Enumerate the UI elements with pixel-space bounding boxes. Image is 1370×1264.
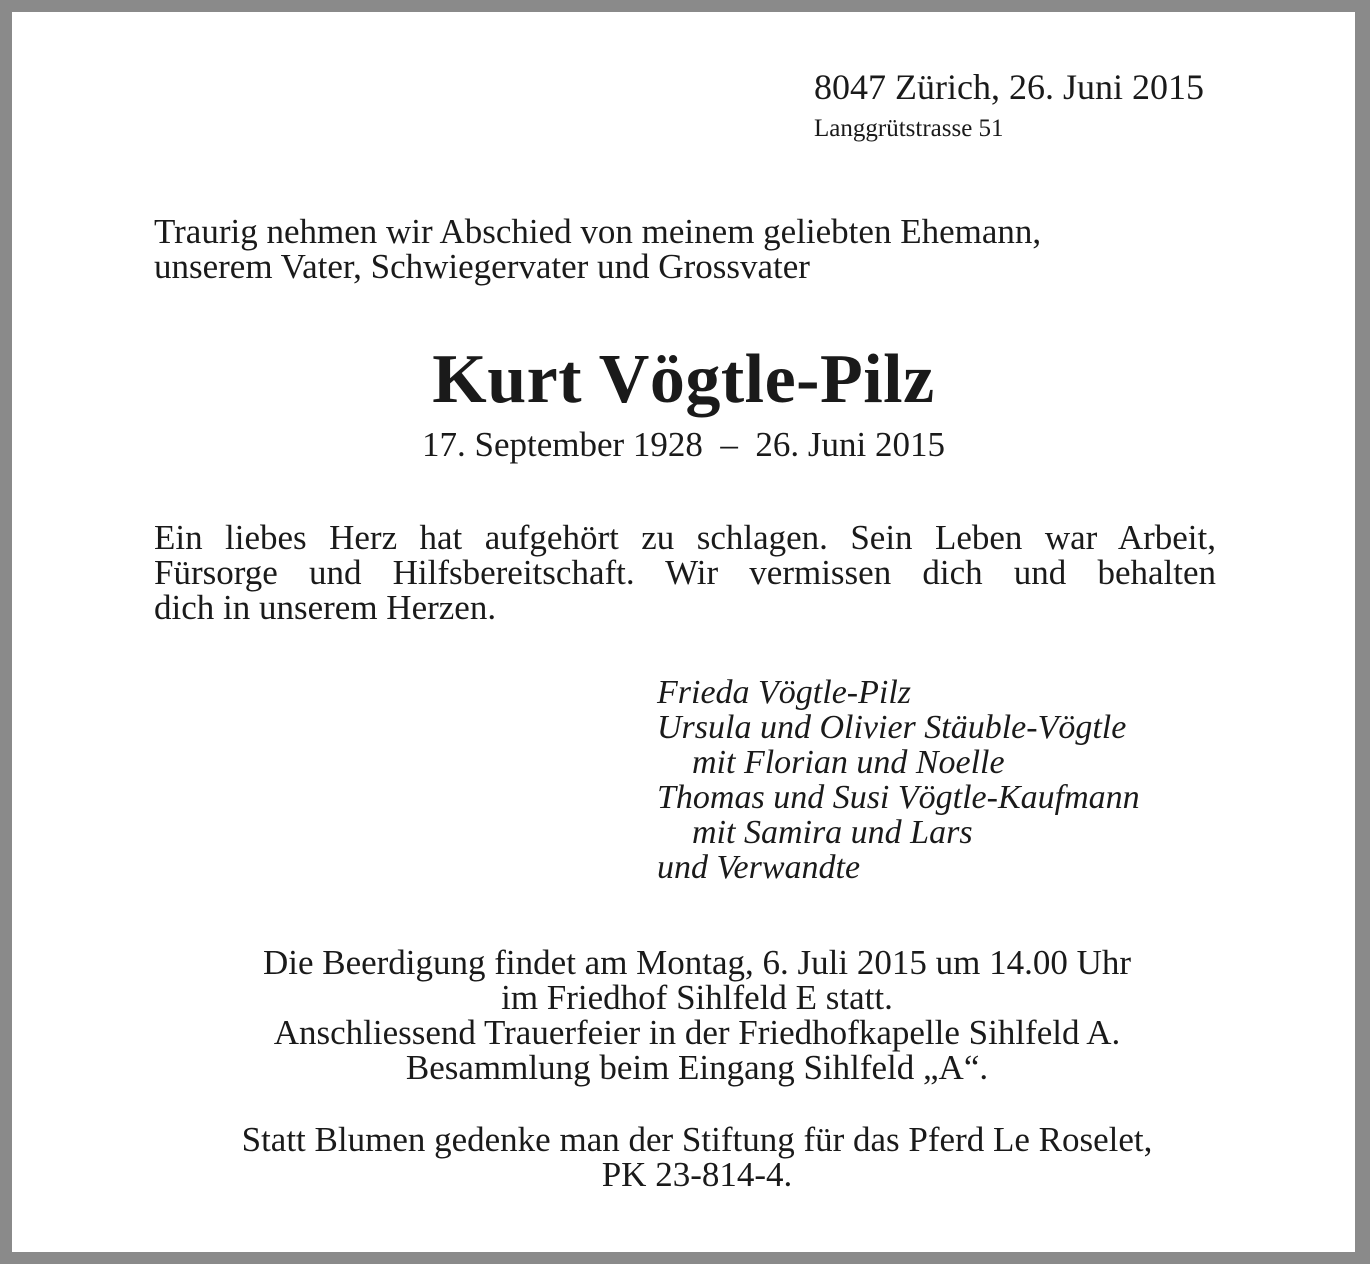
life-dates: 17. September 1928 – 26. Juni 2015 <box>421 425 946 464</box>
mourner-name: mit Samira und Lars <box>692 814 973 851</box>
mourner-name: mit Florian und Noelle <box>692 744 1005 781</box>
message-line: Ein liebes Herz hat aufgehört zu schlagen. Sein Leben war Arbeit, <box>154 518 1216 557</box>
funeral-details <box>12 945 1370 1085</box>
funeral-line: Anschliessend Trauerfeier in der Friedhofkapelle Sihlfeld A. <box>273 1013 1121 1052</box>
place-date: 8047 Zürich, 26. Juni 2015 <box>814 67 1204 107</box>
intro-text <box>154 214 1224 284</box>
message-line: dich in unserem Herzen. <box>154 588 497 627</box>
intro-line: Traurig nehmen wir Abschied von meinem geliebten Ehemann, <box>154 212 1042 251</box>
mourner-name: Frieda Vögtle-Pilz <box>657 674 912 711</box>
mourner-name: und Verwandte <box>657 849 861 886</box>
funeral-line: Besammlung beim Eingang Sihlfeld „A“. <box>405 1048 989 1087</box>
obituary-page <box>12 12 1355 1252</box>
message-line: Fürsorge und Hilfsbereitschaft. Wir vermissen dich und behalten <box>154 553 1216 592</box>
mourners-list <box>657 675 1140 885</box>
address: Langgrütstrasse 51 <box>814 115 1004 142</box>
funeral-line: Die Beerdigung findet am Montag, 6. Juli 2015 um 14.00 Uhr <box>262 943 1132 982</box>
mourner-name: Ursula und Olivier Stäuble-Vögtle <box>657 709 1127 746</box>
intro-line: unserem Vater, Schwiegervater und Grossvater <box>154 247 810 286</box>
deceased-name: Kurt Vögtle-Pilz <box>432 341 935 418</box>
memorial-message <box>154 520 1216 625</box>
donation-line: PK 23-814-4. <box>601 1155 793 1194</box>
donation-note <box>12 1122 1370 1192</box>
funeral-line: im Friedhof Sihlfeld E statt. <box>501 978 893 1017</box>
donation-line: Statt Blumen gedenke man der Stiftung für das Pferd Le Roselet, <box>241 1120 1153 1159</box>
mourner-name: Thomas und Susi Vögtle-Kaufmann <box>657 779 1140 816</box>
